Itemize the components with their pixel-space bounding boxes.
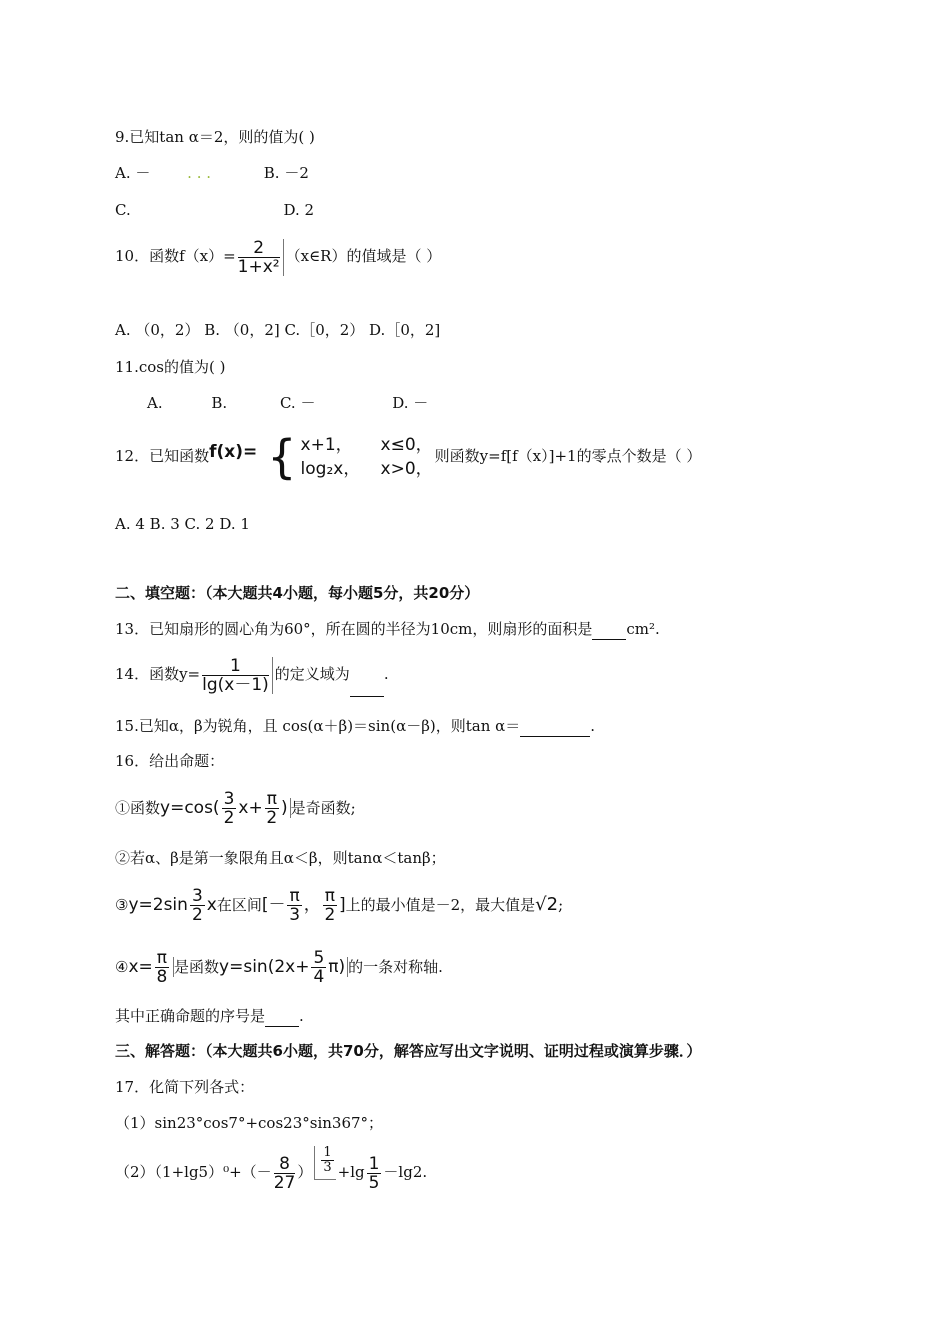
q16-p1-den2: 2 — [266, 807, 278, 828]
q11-stem: 11.cos的值为( ) — [115, 358, 226, 376]
q13-unit: cm². — [626, 620, 660, 638]
q16-p1-frac1 — [222, 790, 237, 827]
q17-p2-close: ） — [297, 1163, 313, 1181]
q12-stem — [115, 424, 701, 484]
section-2-heading: 二、填空题：（本大题共4小题，每小题5分，共20分） — [115, 584, 480, 602]
q17-p2-den: 27 — [273, 1172, 296, 1193]
q12-case2-cond: x>0， — [380, 459, 433, 479]
q16-p3-formula — [128, 885, 217, 925]
q16-p4-formula — [219, 947, 348, 987]
q15-blank — [520, 716, 590, 737]
q16-p3-d1: 3 — [289, 904, 301, 925]
q10-denominator: 1+x² — [237, 256, 280, 277]
q9-stem: 9.已知tan α＝2，则的值为( ) — [115, 128, 315, 146]
q16-p3-frac-hi — [323, 887, 337, 924]
q16-p3-mid: 在区间 — [216, 896, 262, 914]
q16-p3-num: 3 — [191, 885, 203, 906]
q16-p1-mid: x+ — [238, 798, 263, 818]
q14-stem — [115, 652, 389, 697]
q16-proposition-3 — [115, 880, 563, 930]
q17-p2-frac — [274, 1155, 296, 1192]
q14-numerator: 1 — [202, 657, 269, 676]
q16-p4-axis — [128, 947, 174, 987]
q16-p1-frac2 — [265, 790, 279, 827]
q16-p4-den: 8 — [156, 966, 168, 987]
q16-proposition-2: ②若α、β是第一象限角且α＜β，则tanα＜tanβ； — [115, 849, 446, 867]
q14-end: . — [383, 665, 389, 683]
q16-p3-frac-lo — [287, 887, 301, 924]
q12-suffix: 则函数y=f[f（x）]+1的零点个数是（ ） — [434, 447, 702, 465]
q16-p3-n2: π — [324, 885, 335, 906]
q10-numerator: 2 — [238, 239, 280, 258]
q12-options: A. 4 B. 3 C. 2 D. 1 — [115, 515, 250, 533]
q12-function-name: f(x)= — [209, 442, 258, 462]
q16-p1-expr-b: ) — [280, 798, 288, 818]
q13-text: 13．已知扇形的圆心角为60°，所在圆的半径为10cm，则扇形的面积是 — [115, 620, 593, 638]
q17-p2-plus: +lg — [337, 1163, 365, 1181]
q16-p4-frac2 — [311, 949, 326, 986]
q10-options: A. （0，2） B. （0，2] C.［0，2） D.［0，2] — [115, 321, 441, 339]
q16-conclusion-end: . — [299, 1007, 304, 1025]
q16-p4-prefix: ④ — [115, 958, 129, 976]
q16-p3-d2: 2 — [324, 904, 336, 925]
q11-option-d: D. － — [392, 394, 429, 412]
brace-icon: { — [267, 430, 297, 484]
q16-stem: 16．给出命题： — [115, 752, 225, 770]
q17-stem: 17．化简下列各式： — [115, 1078, 255, 1096]
q17-part-1: （1）sin23°cos7°+cos23°sin367°； — [115, 1114, 384, 1132]
q17-p2-exp-num: 1 — [323, 1145, 332, 1160]
q16-p3-root: √2 — [535, 894, 559, 915]
q16-p3-n1: π — [289, 885, 300, 906]
q13-stem — [115, 619, 660, 640]
q10-suffix: （x∈R）的值域是（ ） — [285, 247, 442, 265]
q17-p2-suffix: －lg2. — [383, 1163, 428, 1181]
q11-options — [147, 393, 428, 413]
q16-p4-mid: 是函数 — [174, 958, 220, 976]
q16-p4-x: x= — [128, 957, 153, 977]
q17-p2-exp-den: 3 — [323, 1160, 332, 1175]
q15-stem — [115, 716, 595, 737]
q12-case2-expr: log₂x， — [300, 459, 361, 479]
q14-fraction — [202, 657, 273, 694]
q15-text: 15.已知α，β为锐角，且 cos(α＋β)＝sin(α－β)，则tan α＝ — [115, 717, 521, 735]
q10-stem — [115, 236, 441, 276]
q17-p2-frac2 — [367, 1155, 382, 1192]
q16-p3-frac — [190, 887, 205, 924]
q12-cases — [301, 433, 433, 481]
q9-option-c: C. — [115, 201, 131, 219]
q16-p1-formula — [160, 788, 291, 828]
q12-case1-expr: x+1， — [300, 435, 353, 455]
q16-p3-den: 2 — [191, 904, 203, 925]
q16-p3-var: x — [206, 895, 217, 915]
q10-prefix: 10．函数f（x）= — [115, 247, 236, 265]
q14-prefix: 14．函数y= — [115, 665, 201, 683]
q11-option-a: A. — [147, 394, 163, 412]
q16-p3-br-open: [－ — [261, 895, 286, 915]
q15-end: . — [590, 717, 596, 735]
q16-p4-expr-b: π) — [328, 957, 346, 977]
q16-conclusion — [115, 1006, 304, 1027]
q16-p4-expr-a: y=sin(2x+ — [219, 957, 310, 977]
q17-p2-den2: 5 — [368, 1172, 380, 1193]
q16-p3-interval — [261, 885, 346, 925]
q16-p3-end: ; — [558, 896, 564, 914]
q16-p3-comma: ， — [303, 895, 321, 915]
scan-dot-mark: . . . — [187, 164, 211, 182]
q16-p1-expr-a: y=cos( — [160, 798, 220, 818]
q16-p1-num1: 3 — [223, 788, 235, 809]
q12-piecewise — [267, 430, 433, 484]
q16-p4-num: π — [156, 947, 168, 968]
q14-suffix: 的定义域为 — [274, 665, 350, 683]
q16-p1-den1: 2 — [223, 807, 235, 828]
q16-conclusion-text: 其中正确命题的序号是 — [115, 1007, 266, 1025]
q16-p3-prefix: ③ — [115, 896, 129, 914]
q17-p2-prefix: （2）（1+lg5）⁰+（－ — [115, 1163, 272, 1181]
q16-p4-frac — [155, 949, 169, 986]
q14-denominator: lg(x－1) — [202, 674, 269, 695]
q16-p1-num2: π — [266, 788, 277, 809]
q11-option-c: C. － — [279, 394, 316, 412]
q16-p3-expr: y=2sin — [128, 895, 188, 915]
section-3-heading: 三、解答题：（本大题共6小题，共70分，解答应写出文字说明、证明过程或演算步骤．） — [115, 1042, 702, 1060]
q16-p3-br-close: ] — [338, 895, 346, 915]
q16-p1-suffix: 是奇函数; — [290, 799, 356, 817]
q16-proposition-4 — [115, 942, 443, 992]
q13-blank — [592, 619, 626, 640]
q16-proposition-1 — [115, 784, 356, 832]
q17-p2-exponent — [314, 1146, 335, 1180]
q16-p1-prefix: ①函数 — [115, 799, 161, 817]
q16-p4-num2: 5 — [313, 947, 325, 968]
q9-option-d: D. 2 — [283, 201, 315, 219]
q16-blank — [265, 1006, 299, 1027]
q12-case1-cond: x≤0， — [380, 435, 433, 455]
q9-option-row-1 — [115, 163, 309, 183]
q17-p2-num: 8 — [274, 1155, 296, 1174]
q16-p4-suffix: 的一条对称轴. — [348, 958, 443, 976]
q10-fraction — [238, 239, 284, 276]
q12-prefix: 12．已知函数 — [115, 447, 210, 465]
q11-option-b: B. — [211, 394, 228, 412]
q16-p4-den2: 4 — [313, 966, 325, 987]
q9-option-row-2 — [115, 200, 314, 220]
q17-part-2 — [115, 1146, 427, 1197]
q17-p2-num2: 1 — [368, 1153, 380, 1174]
q16-p3-suffix: 上的最小值是－2，最大值是 — [345, 896, 536, 914]
q9-option-b: B. －2 — [263, 164, 309, 182]
q14-blank — [350, 652, 384, 697]
q9-option-a: A. － — [115, 164, 151, 182]
